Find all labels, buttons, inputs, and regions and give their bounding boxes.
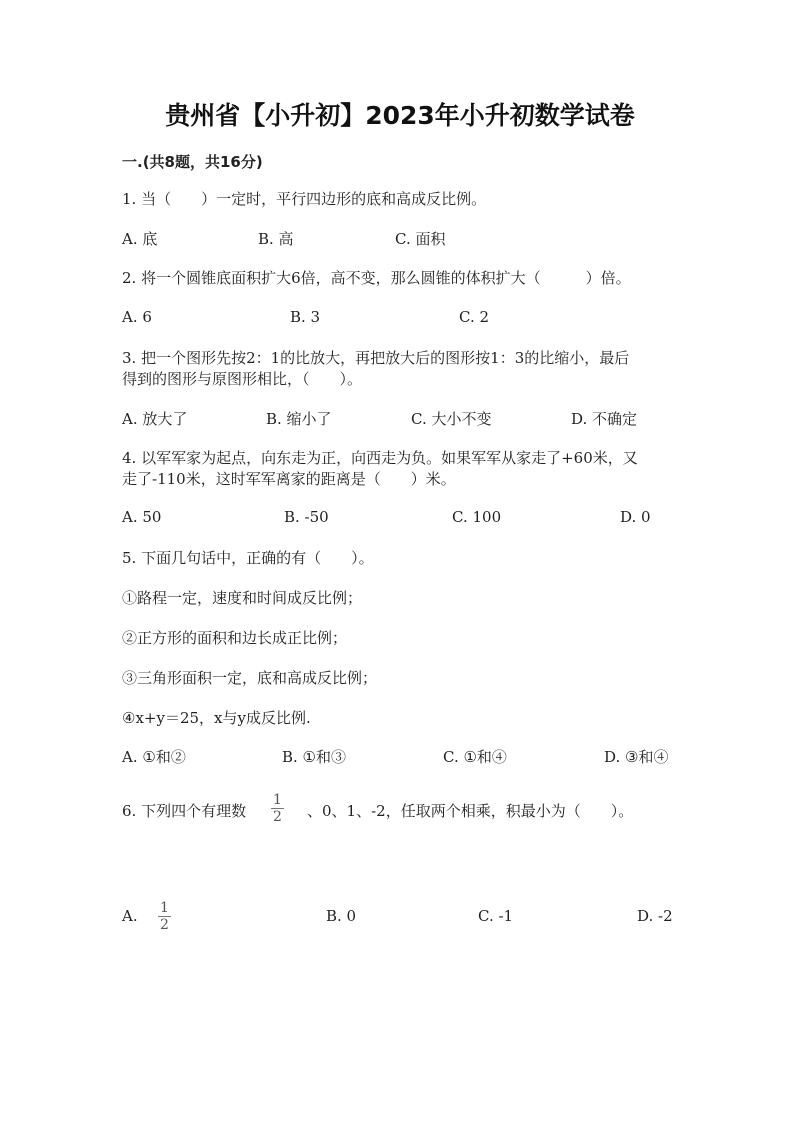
q6-option-a-denominator: 2 bbox=[160, 917, 169, 933]
q5-option-a: A. ①和② bbox=[122, 748, 186, 766]
section-heading: 一.(共8题，共16分) bbox=[122, 153, 263, 171]
question-3-line-1: 3. 把一个图形先按2：1的比放大，再把放大后的图形按1：3的比缩小，最后 bbox=[122, 349, 630, 367]
q3-option-d: D. 不确定 bbox=[571, 410, 638, 428]
q5-statement-4: ④x+y＝25，x与y成反比例. bbox=[122, 709, 311, 727]
q5-option-b: B. ①和③ bbox=[282, 748, 347, 766]
q5-statement-1: ①路程一定，速度和时间成反比例； bbox=[122, 589, 363, 607]
q6-fraction-numerator: 1 bbox=[273, 792, 282, 808]
q4-option-d: D. 0 bbox=[620, 508, 651, 526]
q1-option-c: C. 面积 bbox=[395, 230, 446, 248]
q6-option-a-fraction bbox=[158, 900, 171, 933]
question-6-prefix: 6. 下列四个有理数 bbox=[122, 802, 247, 820]
question-4-line-2: 走了-110米，这时军军离家的距离是（ ）米。 bbox=[122, 470, 456, 488]
q1-option-a: A. 底 bbox=[122, 230, 158, 248]
q2-option-c: C. 2 bbox=[459, 308, 490, 326]
question-2: 2. 将一个圆锥底面积扩大6倍，高不变，那么圆锥的体积扩大（ ）倍。 bbox=[122, 269, 631, 287]
q6-option-a-label: A. bbox=[122, 907, 138, 925]
q4-option-c: C. 100 bbox=[452, 508, 502, 526]
q6-option-b: B. 0 bbox=[326, 907, 357, 925]
q6-fraction bbox=[271, 792, 284, 825]
q5-option-c: C. ①和④ bbox=[443, 748, 507, 766]
q3-option-c: C. 大小不变 bbox=[411, 410, 492, 428]
page-title: 贵州省【小升初】2023年小升初数学试卷 bbox=[165, 101, 635, 130]
question-3-line-2: 得到的图形与原图形相比，（ ）。 bbox=[122, 370, 363, 388]
question-1: 1. 当（ ）一定时，平行四边形的底和高成反比例。 bbox=[122, 190, 487, 208]
q4-option-a: A. 50 bbox=[122, 508, 162, 526]
q4-option-b: B. -50 bbox=[284, 508, 329, 526]
q5-option-d: D. ③和④ bbox=[604, 748, 669, 766]
question-5: 5. 下面几句话中，正确的有（ ）。 bbox=[122, 549, 374, 567]
q6-fraction-denominator: 2 bbox=[273, 809, 282, 825]
q3-option-b: B. 缩小了 bbox=[266, 410, 332, 428]
question-6-suffix: 、0、1、-2，任取两个相乘，积最小为（ ）。 bbox=[307, 802, 634, 820]
q3-option-a: A. 放大了 bbox=[122, 410, 188, 428]
question-4-line-1: 4. 以军军家为起点，向东走为正，向西走为负。如果军军从家走了+60米，又 bbox=[122, 449, 638, 467]
q6-option-c: C. -1 bbox=[478, 907, 514, 925]
q6-option-a-numerator: 1 bbox=[160, 900, 169, 916]
q2-option-b: B. 3 bbox=[290, 308, 321, 326]
q2-option-a: A. 6 bbox=[122, 308, 152, 326]
q5-statement-2: ②正方形的面积和边长成正比例； bbox=[122, 629, 348, 647]
q1-option-b: B. 高 bbox=[258, 230, 294, 248]
q5-statement-3: ③三角形面积一定，底和高成反比例； bbox=[122, 669, 378, 687]
q6-option-d: D. -2 bbox=[637, 907, 673, 925]
